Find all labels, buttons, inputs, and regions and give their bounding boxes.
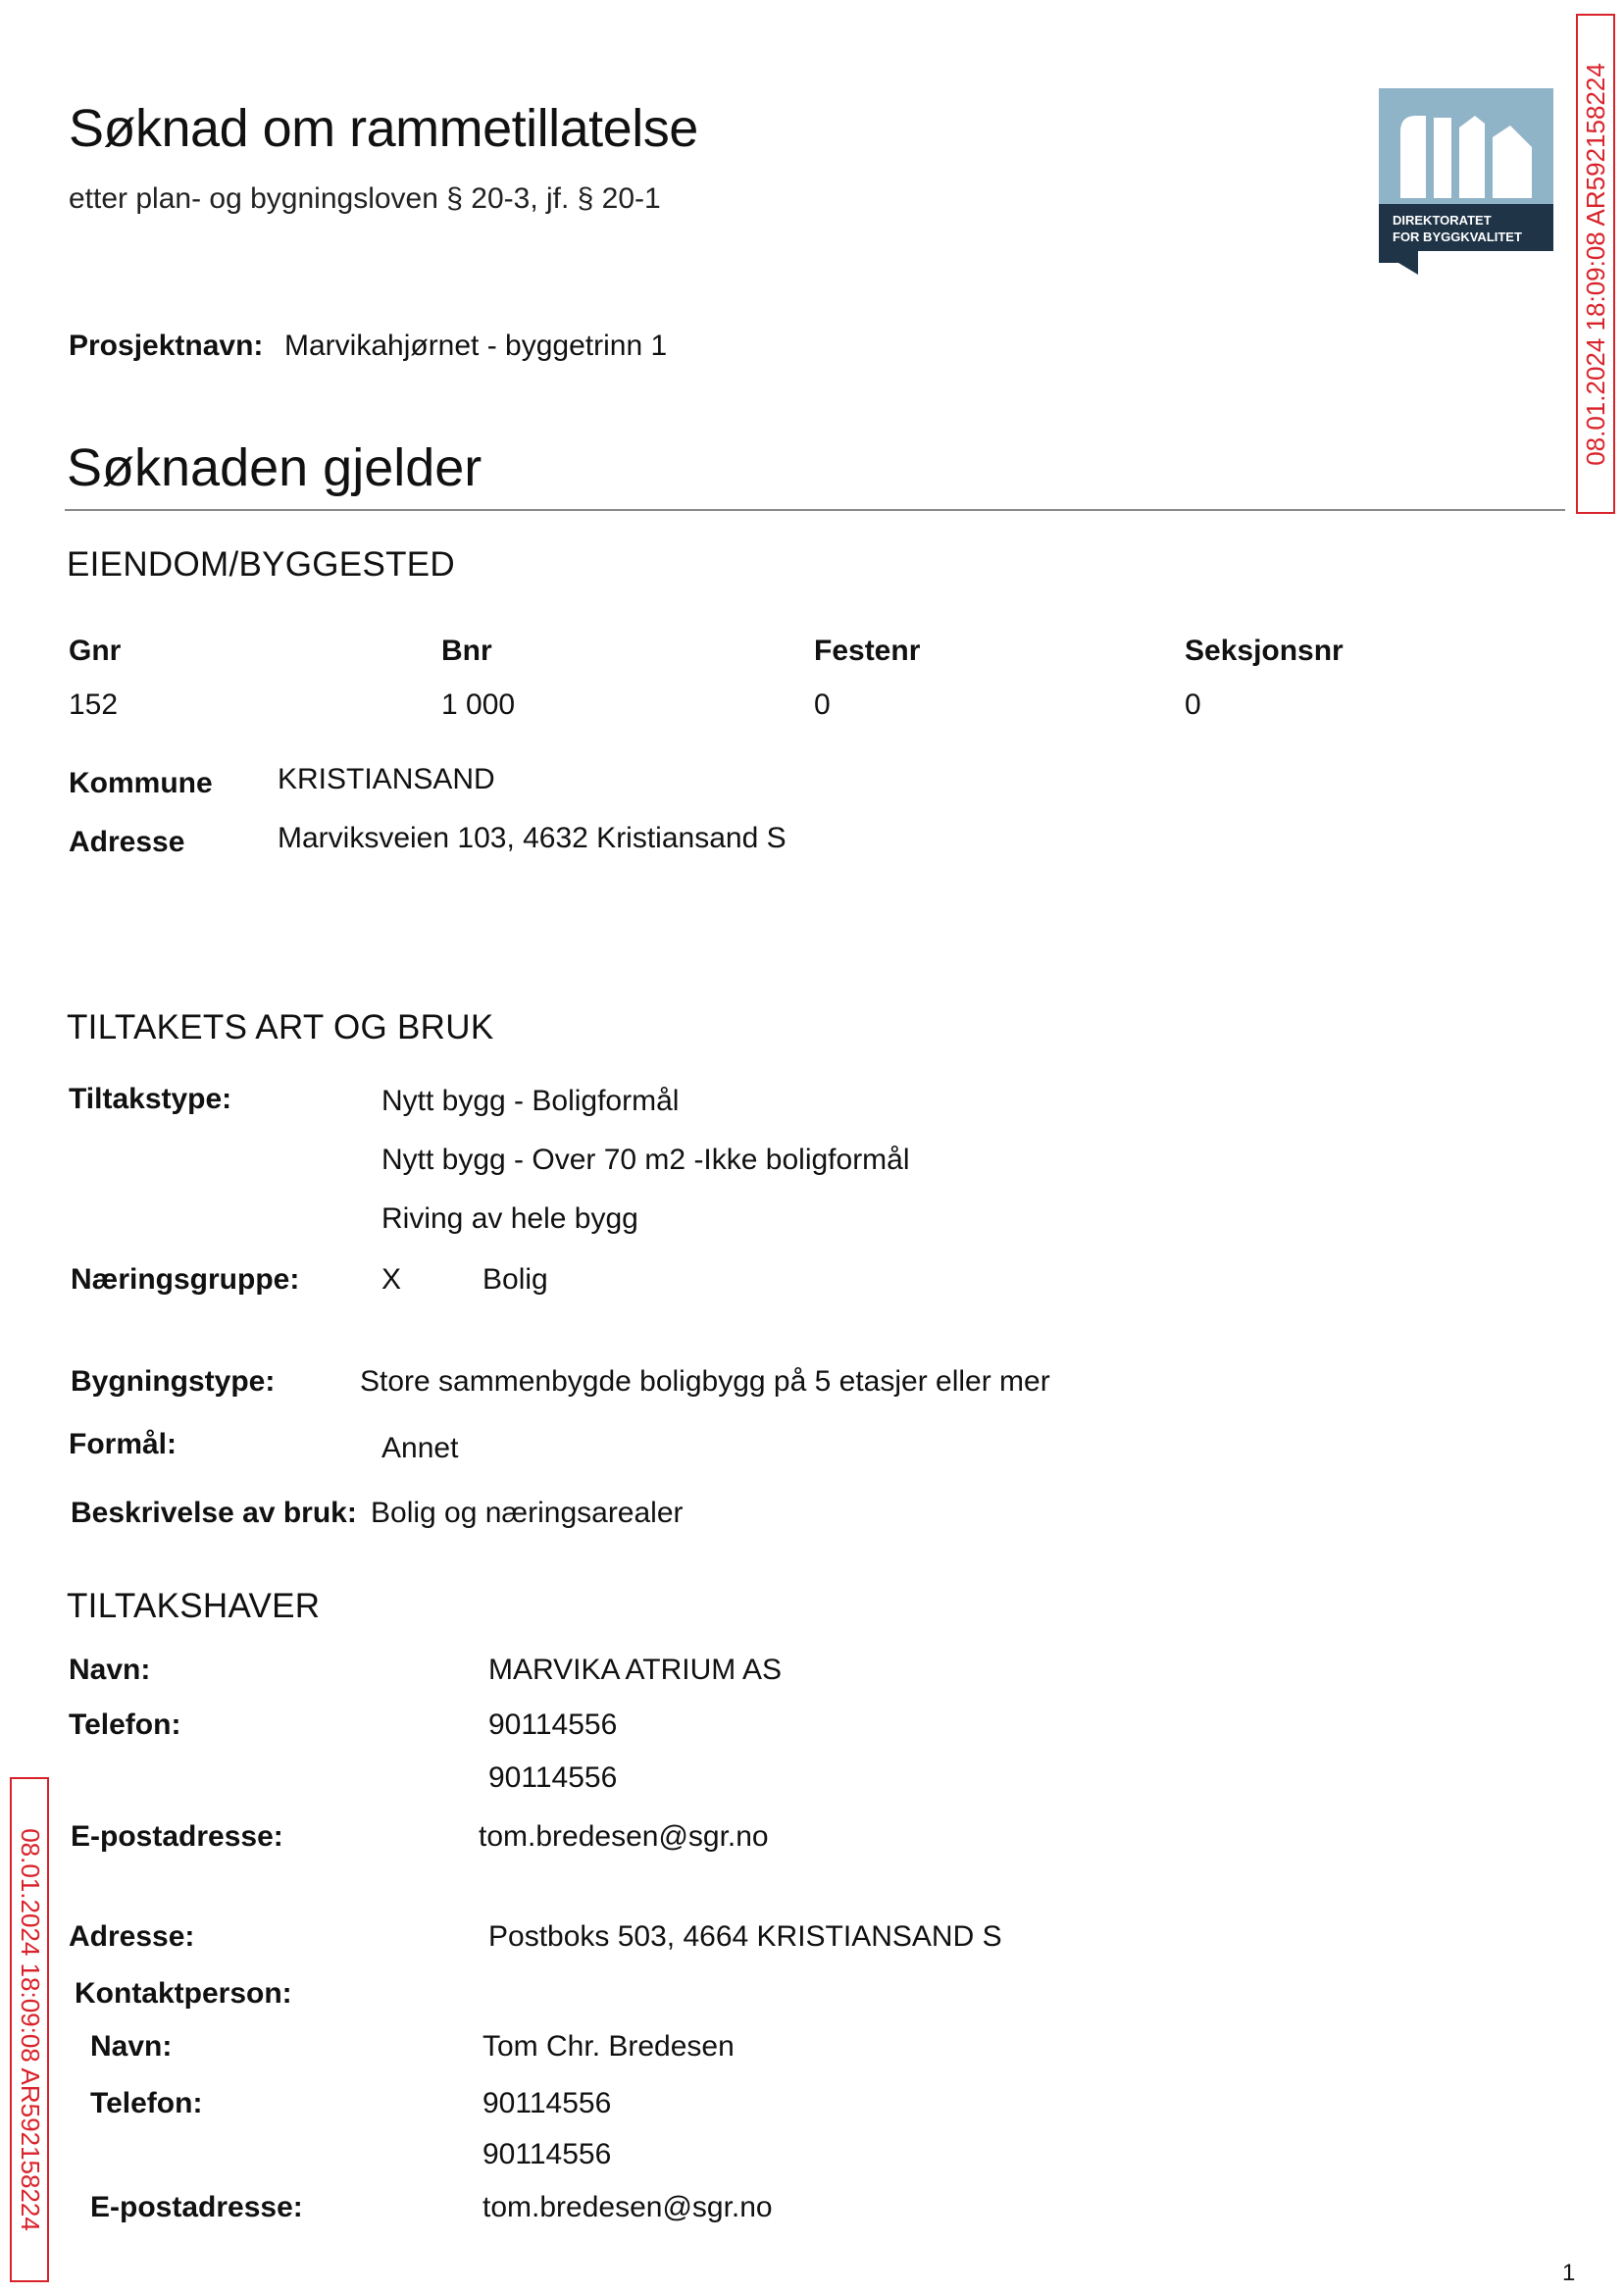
kontakt-epost-value: tom.bredesen@sgr.no [482,2191,773,2223]
kontakt-epost-label: E-postadresse: [90,2191,303,2223]
tiltakshaver-adresse-value: Postboks 503, 4664 KRISTIANSAND S [488,1920,1002,1953]
tiltakshaver-heading: TILTAKSHAVER [67,1587,321,1625]
navn-value: MARVIKA ATRIUM AS [488,1654,782,1686]
adresse-label: Adresse [69,826,185,858]
document-subtitle: etter plan- og bygningsloven § 20-3, jf. § 20-1 [69,182,661,215]
stamp-text: 08.01.2024 18:09:08 AR592158224 [1580,62,1610,466]
project-label: Prosjektnavn: [69,330,264,362]
bnr-value: 1 000 [441,688,516,721]
naeringsgruppe-code: X [381,1263,402,1296]
seksjonsnr-label: Seksjonsnr [1185,635,1344,667]
dibk-logo-graphic [1379,88,1553,275]
timestamp-stamp-bottom [10,1777,49,2282]
bnr-label: Bnr [441,635,492,667]
beskrivelse-label: Beskrivelse av bruk: [71,1497,357,1529]
timestamp-stamp-top [1576,14,1615,514]
festenr-value: 0 [814,688,831,721]
gnr-label: Gnr [69,635,122,667]
tiltakstype-item: Riving av hele bygg [381,1202,638,1235]
kontakt-telefon-value: 90114556 [482,2138,612,2170]
navn-label: Navn: [69,1654,151,1686]
property-heading: EIENDOM/BYGGESTED [67,545,455,584]
kommune-label: Kommune [69,767,213,799]
kontakt-telefon-value: 90114556 [482,2087,612,2119]
kontaktperson-label: Kontaktperson: [75,1977,292,2010]
bygningstype-label: Bygningstype: [71,1365,276,1398]
logo-line2: FOR BYGGKVALITET [1393,229,1522,244]
project-value: Marvikahjørnet - byggetrinn 1 [284,330,668,362]
section-heading: Søknaden gjelder [67,438,482,497]
page-number: 1 [1562,2260,1576,2286]
kommune-value: KRISTIANSAND [278,763,495,795]
tiltakstype-item: Nytt bygg - Over 70 m2 -Ikke boligformål [381,1144,910,1176]
tiltakstype-item: Nytt bygg - Boligformål [381,1085,680,1117]
formal-label: Formål: [69,1428,178,1460]
kontakt-navn-label: Navn: [90,2030,173,2063]
gnr-value: 152 [69,688,119,721]
beskrivelse-value: Bolig og næringsarealer [371,1497,684,1529]
section-divider [65,509,1565,511]
tiltakstype-label: Tiltakstype: [69,1083,232,1115]
telefon-label: Telefon: [69,1708,181,1741]
epost-value: tom.bredesen@sgr.no [479,1820,769,1853]
dibk-logo [1379,88,1553,275]
document-title: Søknad om rammetillatelse [69,99,698,158]
epost-label: E-postadresse: [71,1820,283,1853]
telefon-value: 90114556 [488,1761,618,1794]
bygningstype-value: Store sammenbygde boligbygg på 5 etasjer eller mer [360,1365,1050,1398]
adresse-value: Marviksveien 103, 4632 Kristiansand S [278,822,787,854]
naeringsgruppe-label: Næringsgruppe: [71,1263,300,1296]
kontakt-navn-value: Tom Chr. Bredesen [482,2030,735,2063]
telefon-value: 90114556 [488,1708,618,1741]
kontakt-telefon-label: Telefon: [90,2087,203,2119]
logo-line1: DIREKTORATET [1393,213,1492,228]
tiltakshaver-adresse-label: Adresse: [69,1920,195,1953]
naeringsgruppe-value: Bolig [482,1263,548,1296]
seksjonsnr-value: 0 [1185,688,1201,721]
tiltak-heading: TILTAKETS ART OG BRUK [67,1008,494,1046]
stamp-text: 08.01.2024 18:09:08 AR592158224 [15,1828,45,2231]
festenr-label: Festenr [814,635,921,667]
formal-value: Annet [381,1432,459,1464]
